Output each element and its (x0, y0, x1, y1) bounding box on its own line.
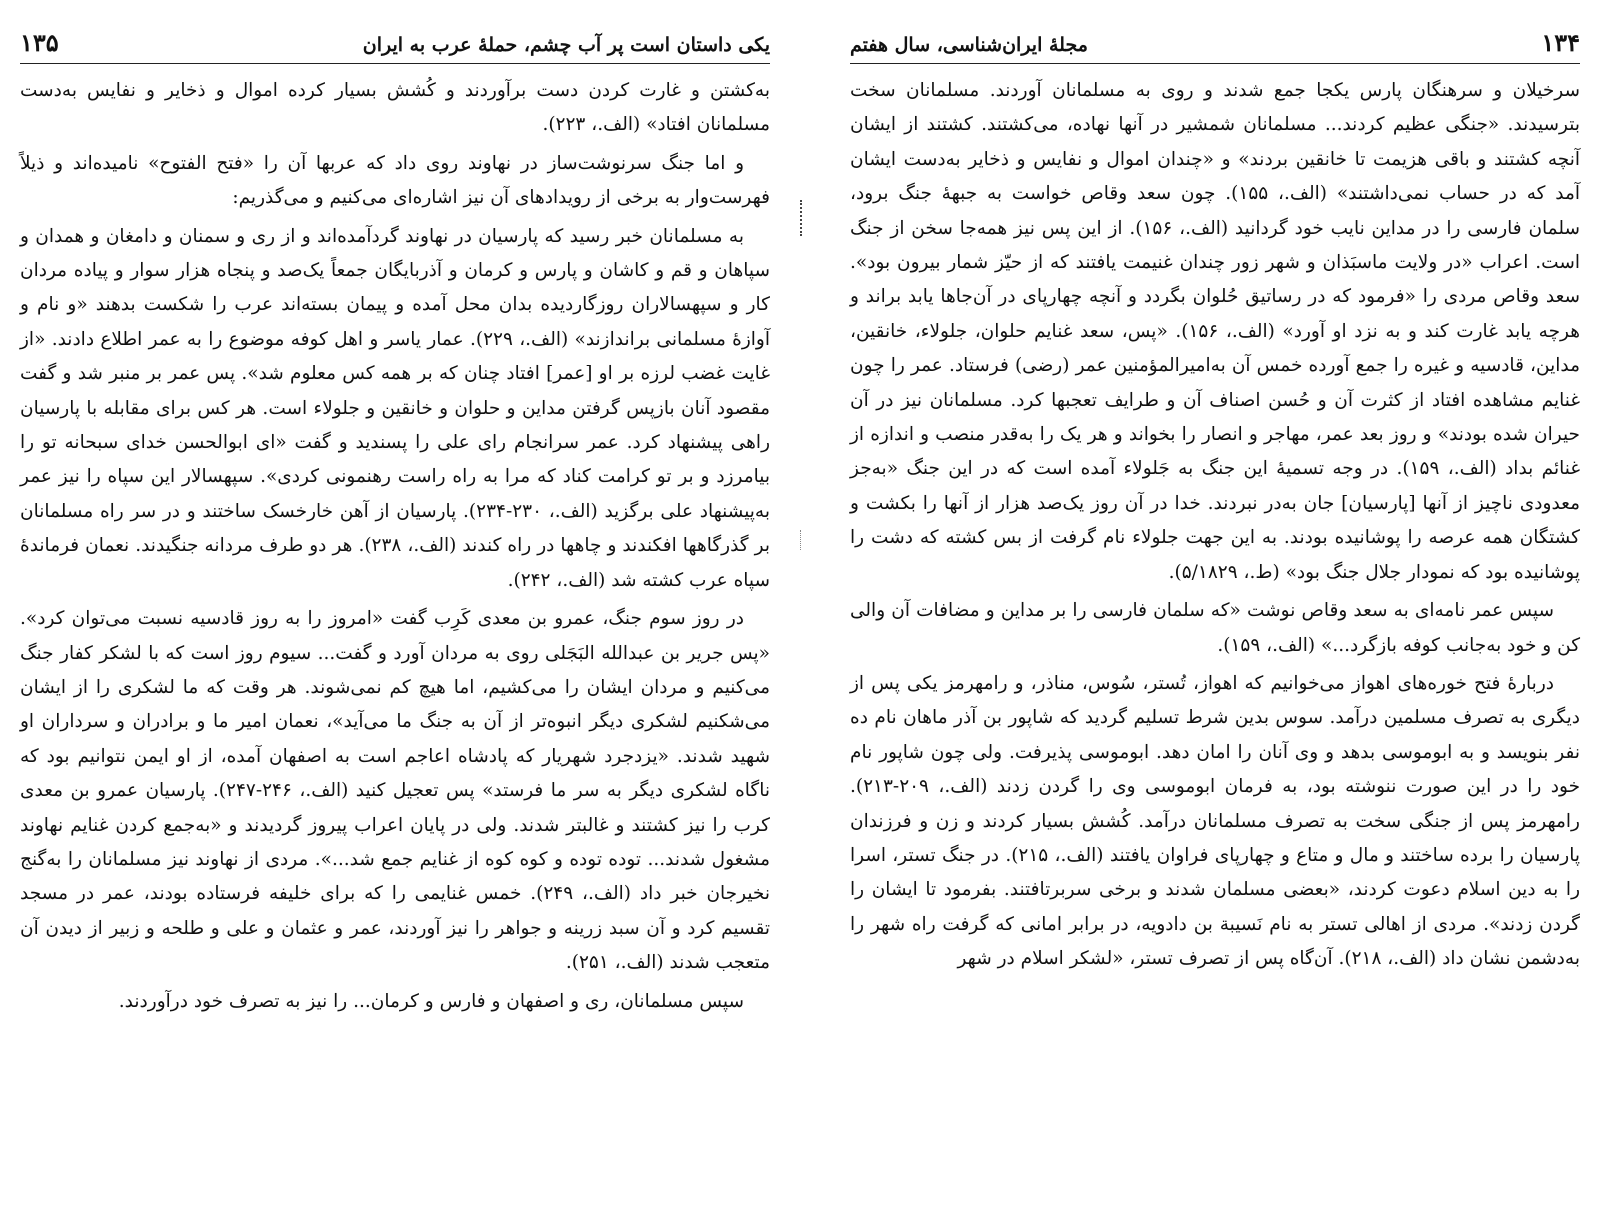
right-page (810, 0, 1600, 1225)
left-page-number: ۱۳۵ (20, 28, 59, 57)
paragraph: سپس مسلمانان، ری و اصفهان و فارس و کرمان... را نیز به تصرف خود درآوردند. (118, 990, 744, 1012)
paragraph: سپس عمر نامه‌ای به سعد وقاص نوشت «که سلمان فارسی را بر مداین و مضافات آن والی کن و خود به‌جانب کوفه بازگرد...» (الف.، ۱۵۹). (850, 600, 1580, 656)
right-running-head (850, 28, 1580, 64)
paragraph: سرخیلان و سرهنگان پارس یکجا جمع شدند و روی به مسلمانان آوردند. مسلمانان سخت بترسیدند. «جنگی عظیم کردند... مسلمانان شمشیر در آنها نهاده، می‌کشتند. کشتند از ایشان آنچه کشتند و باقی هزیمت تا خانقین بردند» و «چندان اموال و نفایس و ذخایر به‌دست ایشان آمد که در حساب نمی‌داشتند» (الف.، ۱۵۵). چون سعد وقاص خواست به جبههٔ جنگ برود، سلمان فارسی را در مداین نایب خود گردانید (الف.، ۱۵۶). از این پس نیز همه‌جا سخن از جنگ است. اعراب «در ولایت ماسبَذان و شهر زور چندان غنیمت یافتند که از حیّز شمار بیرون بود». سعد وقاص مردی را «فرمود که در رساتیق حُلوان بگردد و آنچه چهارپای در آن‌جاها یابد براند و هرچه یابد غارت کند و به نزد او آورد» (الف.، ۱۵۶). «پس، سعد غنایم حلوان، جلولاء، خانقین، مداین، قادسیه و غیره را جمع آورده خمس آن به‌امیرالمؤمنین عمر (رضی) فرستاد. عمر را چون غنایم مشاهده افتاد از کثرت آن و حُسن اصناف آن و طرایف تعجبها کرد. مسلمانان نیز در آن حیران شده بودند» و روز بعد عمر، مهاجر و انصار را بخواند و هر یک را به‌قدر منصب و اندازه از غنائم بداد (الف.، ۱۵۹). در وجه تسمیهٔ این جنگ به جَلولاء آمده است که در این جنگ «به‌جز معدودی ناچیز از آنها [پارسیان] جان به‌در نبردند. خدا در آن روز یک‌صد هزار از آنها را بکشت و کشتگان همه عرصه را پوشانیده بودند. به این جهت جلولاء نام گرفت از بس کشته که دشت را پوشانیده بود که نمودار جلال جنگ بود» (ط.، ۵/۱۸۲۹). (850, 80, 1580, 583)
right-page-number: ۱۳۴ (1541, 28, 1580, 57)
left-running-title: یکی داستان است پر آب چشم، حملهٔ عرب به ایران (362, 34, 770, 56)
right-running-title: مجلهٔ ایران‌شناسی، سال هفتم (850, 34, 1088, 56)
gutter-mark (800, 200, 805, 236)
paragraph: و اما جنگ سرنوشت‌ساز در نهاوند روی داد که عربها آن را «فتح الفتوح» نامیده‌اند و ذیلاً فهرست‌وار به برخی از رویدادهای آن نیز اشاره‌ای می‌کنیم و می‌گذریم: (20, 152, 770, 209)
left-running-head (20, 28, 770, 64)
gutter-mark (800, 530, 804, 550)
left-body-text (20, 74, 770, 1019)
paragraph: در روز سوم جنگ، عمرو بن معدی کَرِب گفت «امروز را به روز قادسیه نسبت می‌توان کرد». «پس جریر بن عبدالله البَجَلی روی به مردان آورد و گفت... سیوم روز است که با لشکر کفار جنگ می‌کنیم و مردان ایشان را می‌کشیم، اما هیچ کم نمی‌شوند. هر وقت که ما لشکری را از ایشان می‌شکنیم لشکری دیگر انبوه‌تر از آن به جنگ ما می‌آید»، نعمان امیر ما و برادران و سرداران او شهید شدند. «یزدجرد شهریار که پادشاه اعاجم است به اصفهان آمده، از او ایمن نتوانیم بود که ناگاه لشکری دیگر به سر ما فرستد» پس تعجیل کنید (الف.، ۲۴۶-۲۴۷). پارسیان عمرو بن معدی کرب را نیز کشتند و غالبتر شدند. ولی در پایان اعراب پیروز گردیدند و «به‌جمع کردن غنایم نهاوند مشغول شدند... توده توده و کوه کوه از غنایم جمع شد...». مردی از نهاوند نیز مسلمانان را به‌گنج نخیرجان خبر داد (الف.، ۲۴۹). خمس غنایمی را که برای خلیفه فرستاده بودند، عمر در مسجد تقسیم کرد و آن سبد زرینه و جواهر را نیز آوردند، عمر و عثمان و علی و طلحه و زبیر از دیدن آن متعجب شدند (الف.، ۲۵۱). (20, 608, 770, 974)
paragraph: به مسلمانان خبر رسید که پارسیان در نهاوند گردآمده‌اند و از ری و سمنان و دامغان و همدان و سپاهان و قم و کاشان و پارس و کرمان و آذربایگان جمعاً یک‌صد و پنجاه هزار سوار و پیاده مردان کار و سپهسالاران روزگاردیده بدان محل آمده و پیمان بسته‌اند عرب را شکست بدهند «و نام و آوازهٔ مسلمانی براندازند» (الف.، ۲۲۹). عمار یاسر و اهل کوفه موضوع را به عمر اطلاع دادند. «از غایت غضب لرزه بر او [عمر] افتاد چنان که بر همه کس معلوم شد». پس عمر بر منبر شد و گفت مقصود آنان بازپس گرفتن مداین و حلوان و خانقین و جلولاء است. هر کس برای مقابله با پارسیان راهی پیشنهاد کرد. عمر سرانجام رای علی را پسندید و گفت «ای ابوالحسن خدای سبحانه تو را بیامرزد و بر تو کرامت کناد که مرا به راه راست رهنمونی کردی». سپهسالار این سپاه را نیز عمر به‌پیشنهاد علی برگزید (الف.، ۲۳۰-۲۳۴). پارسیان از آهن خارخسک ساختند و در سر راه مسلمانان بر گذرگاهها افکندند و چاهها در راه کندند (الف.، ۲۳۸). هر دو طرف مردانه جنگیدند. نعمان فرماندهٔ سپاه عرب کشته شد (الف.، ۲۴۲). (20, 225, 771, 591)
paragraph: دربارهٔ فتح خوره‌های اهواز می‌خوانیم که اهواز، تُستر، سُوس، مناذر، و رامهرمز یکی پس از دیگری به تصرف مسلمین درآمد. سوس بدین شرط تسلیم گردید که شاپور بن آذر ماهان نام ده نفر بنویسد و به ابوموسی بدهد و وی آنان را امان دهد. ابوموسی پذیرفت. ولی چون شاپور نام خود را در این صورت ننوشته بود، به فرمان ابوموسی وی را گردن زدند (الف.، ۲۰۹-۲۱۳). رامهرمز پس از جنگی سخت به تصرف مسلمانان درآمد. کُشش بسیار کردند و زن و فرزندان پارسیان را برده ساختند و مال و متاع و چهارپای فراوان یافتند (الف.، ۲۱۵). در جنگ تستر، اسرا را به دین اسلام دعوت کردند، «بعضی مسلمان شدند و برخی سربرتافتند. بفرمود تا ایشان را گردن زدند». مردی از اهالی تستر به نام نَسیبة بن دادویه، در برابر امانی که گرفت راه شهر را به‌دشمن نشان داد (الف.، ۲۱۸). آن‌گاه پس از تصرف تستر، «لشکر اسلام در شهر (850, 672, 1580, 970)
paragraph: به‌کشتن و غارت کردن دست برآوردند و کُشش بسیار کرده اموال و ذخایر و نفایس به‌دست مسلمانان افتاد» (الف.، ۲۲۳). (20, 80, 770, 136)
right-body-text (850, 74, 1580, 977)
